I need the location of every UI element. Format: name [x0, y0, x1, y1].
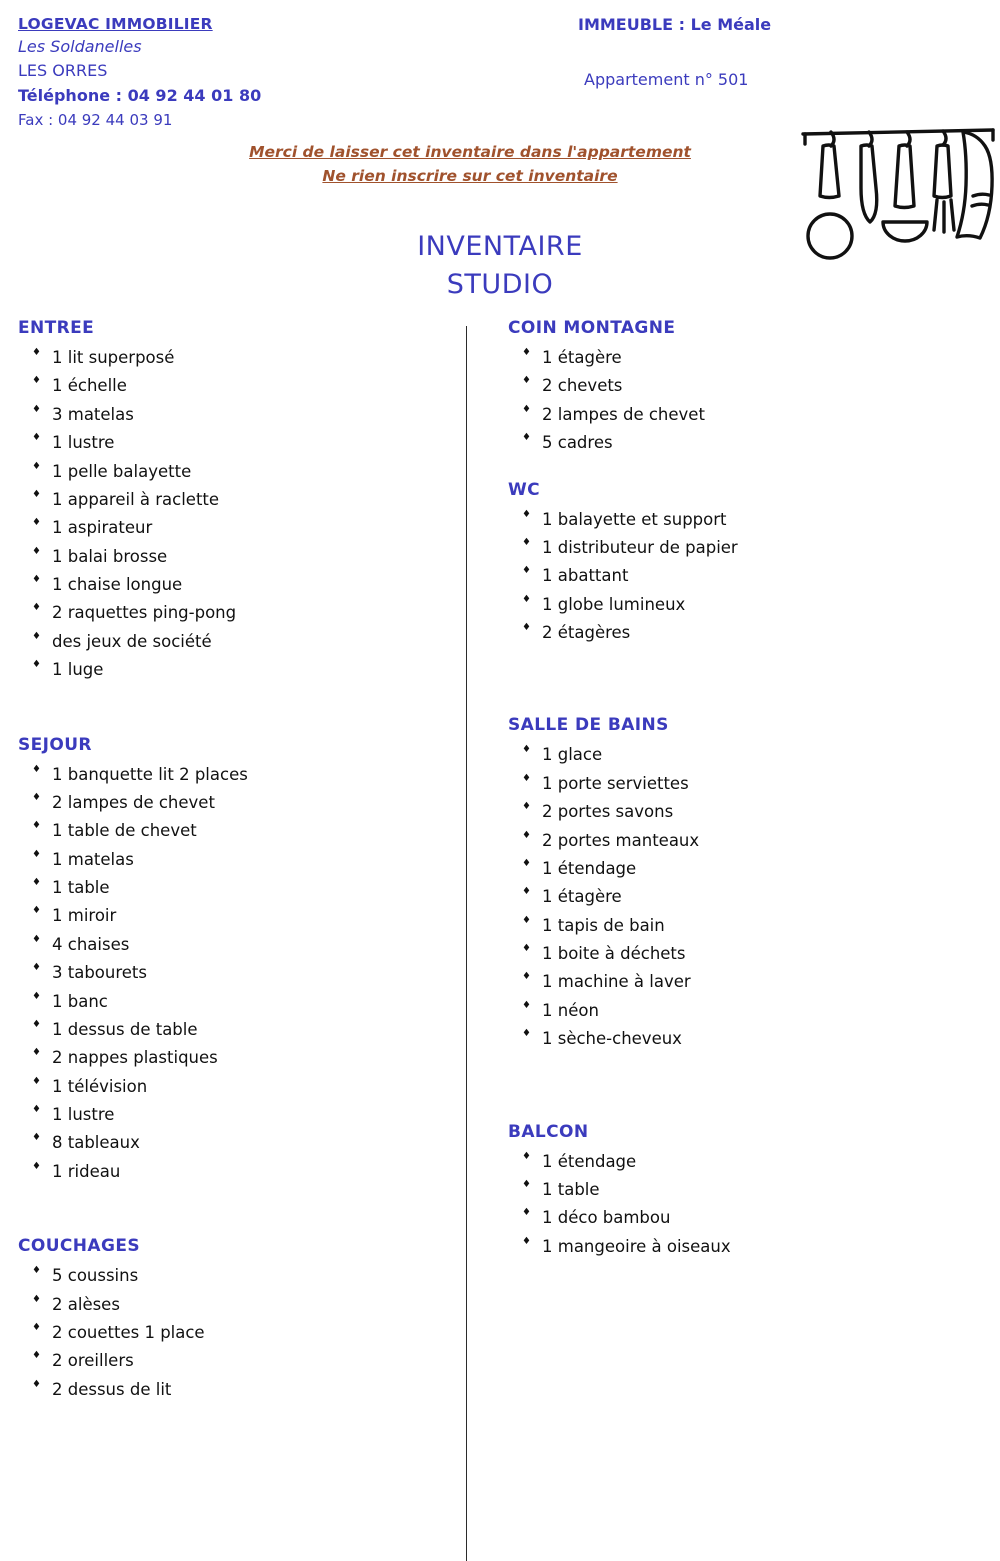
list-item: ♦ 1 miroir	[26, 902, 458, 930]
list-item: ♦ 1 télévision	[26, 1073, 458, 1101]
list-item: ♦ 2 lampes de chevet	[26, 789, 458, 817]
apartment-number: Appartement n° 501	[584, 70, 749, 90]
page-title	[0, 228, 1000, 305]
spacer	[508, 651, 968, 715]
agency-city: LES ORRES	[18, 60, 108, 80]
section-coin-montagne	[508, 318, 968, 458]
list-item: ♦ 1 mangeoire à oiseaux	[516, 1233, 968, 1261]
item-list-salle-de-bains	[508, 741, 968, 1053]
list-item: ♦ 1 tapis de bain	[516, 912, 968, 940]
section-salle-de-bains	[508, 715, 968, 1053]
list-item: ♦ 1 aspirateur	[26, 514, 458, 542]
section-sejour	[18, 735, 458, 1187]
list-item: ♦ 1 luge	[26, 656, 458, 684]
list-item: ♦ 1 pelle balayette	[26, 458, 458, 486]
list-item: ♦ 5 cadres	[516, 429, 968, 457]
list-item: ♦ 2 étagères	[516, 619, 968, 647]
list-item: ♦ 2 dessus de lit	[26, 1376, 458, 1404]
notice-line-2: Ne rien inscrire sur cet inventaire	[322, 167, 618, 186]
list-item: ♦ 2 chevets	[516, 372, 968, 400]
list-item: ♦ 1 abattant	[516, 562, 968, 590]
list-item: ♦ 1 étendage	[516, 855, 968, 883]
notice-block	[200, 140, 740, 188]
page-title-line-2: STUDIO	[446, 269, 554, 301]
section-title-entree: ENTREE	[18, 318, 95, 338]
list-item: ♦ 1 banc	[26, 988, 458, 1016]
item-list-balcon	[508, 1148, 968, 1262]
list-item: ♦ 1 balai brosse	[26, 543, 458, 571]
inventory-columns	[0, 318, 1000, 1561]
agency-phone: Téléphone : 04 92 44 01 80	[18, 85, 262, 105]
notice-line-1: Merci de laisser cet inventaire dans l'appartement	[249, 143, 691, 161]
building-name: IMMEUBLE : Le Méale	[578, 15, 772, 34]
list-item: ♦ 1 banquette lit 2 places	[26, 761, 458, 789]
list-item: ♦ 2 portes savons	[516, 798, 968, 826]
list-item: ♦ 3 tabourets	[26, 959, 458, 987]
section-entree	[18, 318, 458, 685]
list-item: ♦ 1 échelle	[26, 372, 458, 400]
list-item: ♦ 1 matelas	[26, 846, 458, 874]
list-item: ♦ 1 table	[26, 874, 458, 902]
list-item: ♦ 2 lampes de chevet	[516, 401, 968, 429]
right-column	[508, 318, 968, 1265]
list-item: ♦ 2 nappes plastiques	[26, 1044, 458, 1072]
list-item: ♦ 2 portes manteaux	[516, 827, 968, 855]
list-item: ♦ 1 machine à laver	[516, 968, 968, 996]
spacer	[508, 1058, 968, 1122]
list-item: ♦ 1 étagère	[516, 344, 968, 372]
left-column	[18, 318, 458, 1408]
list-item: ♦ 1 porte serviettes	[516, 770, 968, 798]
item-list-sejour	[18, 761, 458, 1187]
item-list-coin-montagne	[508, 344, 968, 458]
list-item: ♦ 1 appareil à raclette	[26, 486, 458, 514]
column-divider	[466, 326, 467, 1561]
list-item: ♦ 1 rideau	[26, 1158, 458, 1186]
list-item: ♦ 1 lit superposé	[26, 344, 458, 372]
list-item: ♦ 1 table de chevet	[26, 817, 458, 845]
list-item: ♦ 1 lustre	[26, 1101, 458, 1129]
list-item: ♦ 1 déco bambou	[516, 1204, 968, 1232]
section-title-balcon: BALCON	[508, 1121, 589, 1142]
list-item: ♦ 1 lustre	[26, 429, 458, 457]
section-title-salle-de-bains: SALLE DE BAINS	[508, 715, 669, 736]
list-item: ♦ 1 dessus de table	[26, 1016, 458, 1044]
list-item: ♦ 1 néon	[516, 997, 968, 1025]
spacer	[508, 462, 968, 480]
list-item: ♦ 2 alèses	[26, 1291, 458, 1319]
list-item: ♦ 2 couettes 1 place	[26, 1319, 458, 1347]
list-item: ♦ des jeux de société	[26, 628, 458, 656]
building-block	[578, 14, 978, 89]
section-title-wc: WC	[508, 479, 541, 500]
list-item: ♦ 1 étendage	[516, 1148, 968, 1176]
list-item: ♦ 4 chaises	[26, 931, 458, 959]
section-title-couchages: COUCHAGES	[18, 1236, 141, 1257]
list-item: ♦ 1 étagère	[516, 883, 968, 911]
item-list-entree	[18, 344, 458, 685]
list-item: ♦ 8 tableaux	[26, 1129, 458, 1157]
list-item: ♦ 2 raquettes ping-pong	[26, 599, 458, 627]
list-item: ♦ 1 boite à déchets	[516, 940, 968, 968]
item-list-couchages	[18, 1262, 458, 1404]
section-title-sejour: SEJOUR	[18, 734, 92, 755]
item-list-wc	[508, 506, 968, 648]
list-item: ♦ 1 sèche-cheveux	[516, 1025, 968, 1053]
list-item: ♦ 3 matelas	[26, 401, 458, 429]
list-item: ♦ 2 oreillers	[26, 1347, 458, 1375]
list-item: ♦ 1 balayette et support	[516, 506, 968, 534]
page-title-line-1: INVENTAIRE	[417, 231, 583, 262]
section-couchages	[18, 1236, 458, 1404]
list-item: ♦ 1 globe lumineux	[516, 591, 968, 619]
list-item: ♦ 5 coussins	[26, 1262, 458, 1290]
section-balcon	[508, 1122, 968, 1262]
agency-fax: Fax : 04 92 44 03 91	[18, 110, 173, 129]
list-item: ♦ 1 chaise longue	[26, 571, 458, 599]
spacer	[18, 1190, 458, 1236]
list-item: ♦ 1 distributeur de papier	[516, 534, 968, 562]
spacer	[18, 689, 458, 735]
list-item: ♦ 1 table	[516, 1176, 968, 1204]
agency-residence: Les Soldanelles	[18, 36, 142, 56]
agency-name: LOGEVAC IMMOBILIER	[18, 15, 213, 33]
section-wc	[508, 480, 968, 648]
list-item: ♦ 1 glace	[516, 741, 968, 769]
agency-block	[18, 14, 488, 131]
section-title-coin-montagne: COIN MONTAGNE	[508, 318, 676, 338]
